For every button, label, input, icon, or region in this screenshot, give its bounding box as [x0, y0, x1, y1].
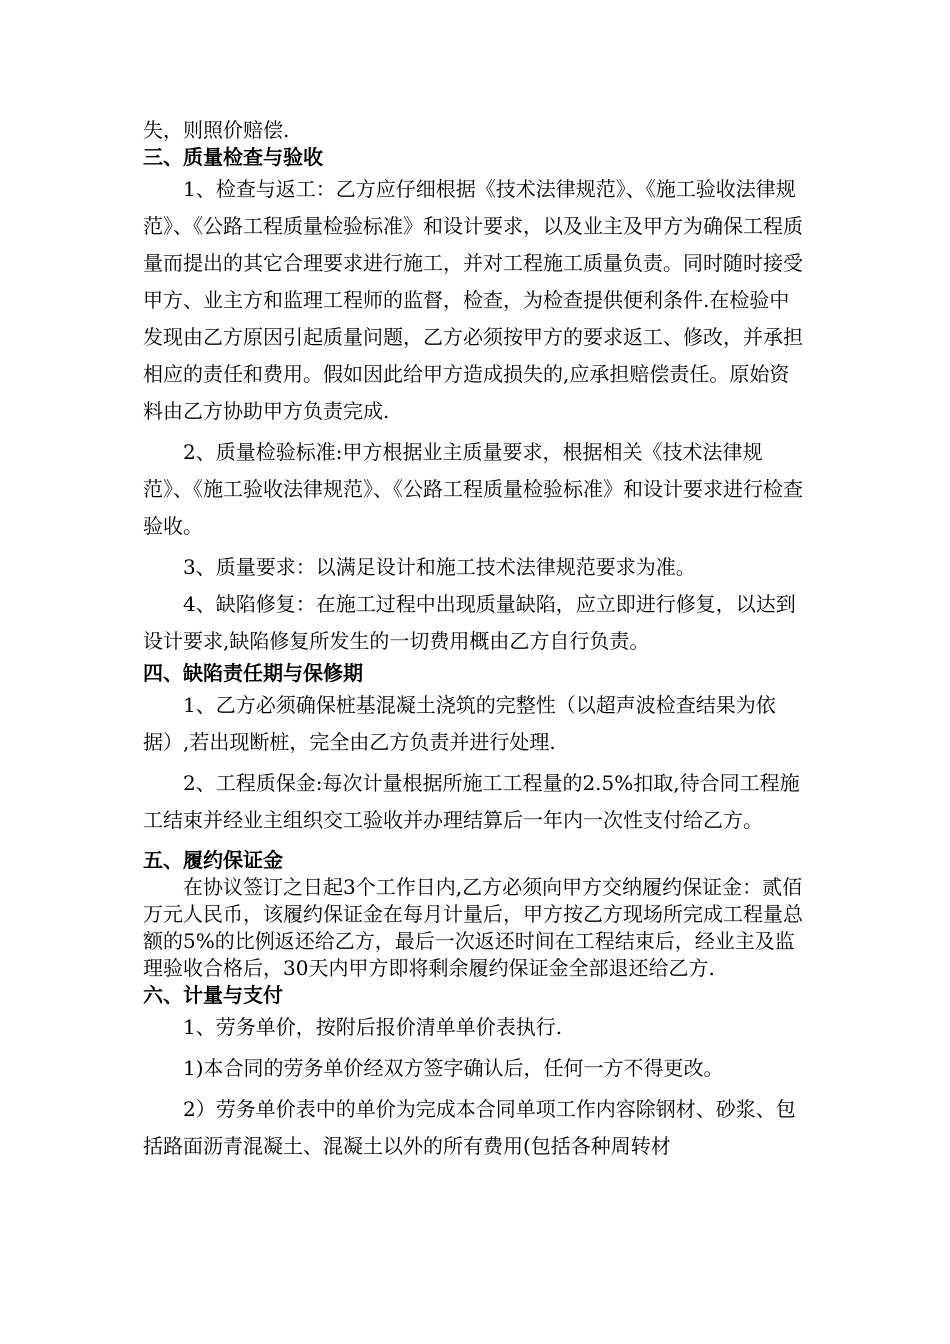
defects-paragraph-2: 2、工程质保金:每次计量根据所施工工程量的2.5%扣取,待合同工程施工结束并经业主组织交工验收并办理结算后一年内一次性支付给乙方。 — [143, 771, 800, 832]
payment-paragraph-2: 1)本合同的劳务单价经双方签字确认后，任何一方不得更改。 — [183, 1056, 724, 1080]
section-heading-quality: 三、质量检查与验收 — [143, 145, 323, 169]
defects-paragraph-1: 1、乙方必须确保桩基混凝土浇筑的完整性（以超声波检查结果为依据）,若出现断桩，完全由乙方负责并进行处理. — [143, 693, 776, 754]
section-heading-performance-bond: 五、履约保证金 — [143, 848, 283, 872]
section-heading-defects: 四、缺陷责任期与保修期 — [143, 661, 363, 685]
lead-text: 失，则照价赔偿. — [143, 118, 290, 142]
quality-paragraph-1: 1、检查与返工：乙方应仔细根据《技术法律规范》、《施工验收法律规范》、《公路工程质量检验标准》和设计要求，以及业主及甲方为确保工程质量而提出的其它合理要求进行施工，并对工程施工质量负责。同时随时接受甲方、业主方和监理工程师的监督，检查，为检查提供便利条件.在检验中发现由乙方原因引起质量问题，乙方必须按甲方的要求返工、修改，并承担相应的责任和费用。假如因此给甲方造成损失的,应承担赔偿责任。原始资料由乙方协助甲方负责完成. — [143, 177, 803, 423]
quality-paragraph-4: 4、缺陷修复：在施工过程中出现质量缺陷，应立即进行修复，以达到设计要求,缺陷修复所发生的一切费用概由乙方自行负责。 — [143, 592, 796, 653]
performance-bond-paragraph: 在协议签订之日起3个工作日内,乙方必须向甲方交纳履约保证金：贰佰万元人民币，该履约保证金在每月计量后，甲方按乙方现场所完成工程量总额的5%的比例返还给乙方，最后一次返还时间在工程结束后，经业主及监理验收合格后，30天内甲方即将剩余履约保证金全部退还给乙方. — [143, 875, 803, 980]
quality-paragraph-3: 3、质量要求：以满足设计和施工技术法律规范要求为准。 — [183, 555, 696, 579]
payment-paragraph-1: 1、劳务单价，按附后报价清单单价表执行. — [183, 1015, 563, 1039]
section-heading-payment: 六、计量与支付 — [143, 983, 283, 1007]
payment-paragraph-3: 2）劳务单价表中的单价为完成本合同单项工作内容除钢材、砂浆、包括路面沥青混凝土、混凝土以外的所有费用(包括各种周转材 — [143, 1097, 796, 1158]
quality-paragraph-2: 2、质量检验标准:甲方根据业主质量要求，根据相关《技术法律规范》、《施工验收法律规范》、《公路工程质量检验标准》和设计要求进行检查验收。 — [143, 440, 803, 538]
document-body — [143, 117, 808, 1165]
